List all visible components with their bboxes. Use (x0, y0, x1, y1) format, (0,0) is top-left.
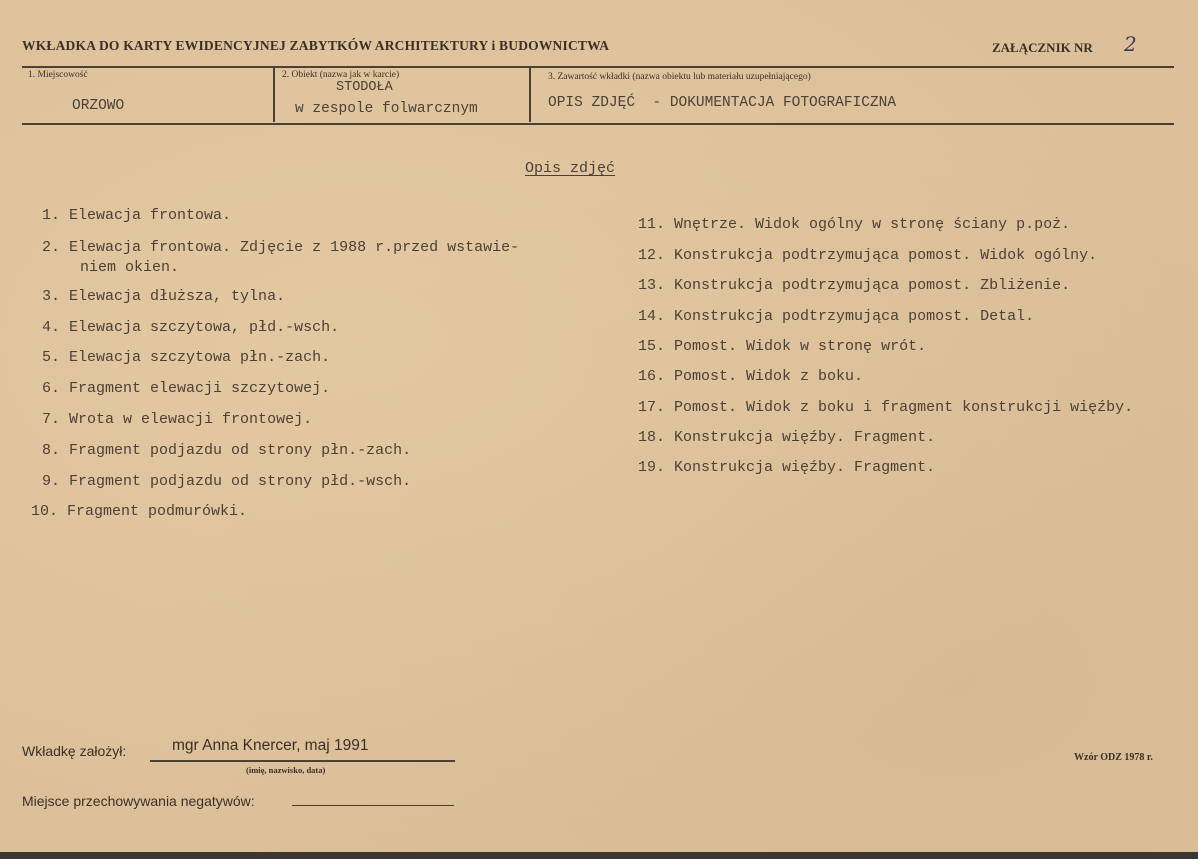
item-number: 10. (31, 503, 59, 520)
header-bottom-rule (22, 123, 1174, 125)
item-number: 2. (42, 239, 61, 256)
item-text: Konstrukcja więźby. Fragment. (674, 459, 936, 476)
field-divider-1 (273, 67, 275, 122)
list-item-continuation: niem okien. (80, 259, 180, 276)
section-heading: Opis zdjęć (525, 160, 616, 177)
item-number: 14. (638, 308, 666, 325)
list-item (638, 215, 1070, 235)
item-text: Elewacja frontowa. Zdjęcie z 1988 r.przed wstawie- (69, 239, 520, 256)
list-item (42, 441, 411, 461)
item-text: Fragment podjazdu od strony płd.-wsch. (69, 473, 412, 490)
list-item (42, 379, 330, 399)
item-number: 16. (638, 368, 666, 385)
item-number: 3. (42, 288, 61, 305)
item-text: Konstrukcja podtrzymująca pomost. Zbliżenie. (674, 277, 1071, 294)
item-number: 1. (42, 207, 61, 224)
list-item (638, 337, 926, 357)
list-item (638, 307, 1034, 327)
author-label: Wkładkę założył: (22, 743, 127, 759)
field-divider-2 (529, 67, 531, 122)
annex-label: ZAŁĄCZNIK NR (992, 40, 1093, 55)
item-text: Konstrukcja podtrzymująca pomost. Widok ogólny. (674, 247, 1098, 264)
item-text: Elewacja dłuższa, tylna. (69, 288, 286, 305)
item-text: Wrota w elewacji frontowej. (69, 411, 313, 428)
item-text: Elewacja szczytowa płn.-zach. (69, 349, 331, 366)
locality-value: ORZOWO (72, 98, 125, 114)
negatives-underline (292, 805, 454, 806)
card-title: WKŁADKA DO KARTY EWIDENCYJNEJ ZABYTKÓW ARCHITEKTURY i BUDOWNICTWA (22, 38, 610, 53)
object-value-line1: STODOŁA (336, 80, 393, 95)
object-label: 2. Obiekt (nazwa jak w karcie) (282, 70, 400, 80)
negatives-label: Miejsce przechowywania negatywów: (22, 793, 255, 809)
item-number: 9. (42, 473, 61, 490)
list-item (638, 458, 935, 478)
item-text: Fragment elewacji szczytowej. (69, 380, 331, 397)
annex-number: 2 (1124, 32, 1137, 56)
item-number: 4. (42, 319, 61, 336)
object-value-line2: w zespole folwarcznym (295, 101, 478, 117)
item-text: Pomost. Widok w stronę wrót. (674, 338, 927, 355)
list-item (638, 367, 863, 387)
author-value: mgr Anna Knercer, maj 1991 (172, 737, 369, 754)
list-item (42, 287, 285, 307)
item-text: Konstrukcja podtrzymująca pomost. Detal. (674, 308, 1035, 325)
list-item (42, 472, 411, 492)
item-number: 13. (638, 277, 666, 294)
list-item (42, 238, 519, 258)
item-text: Pomost. Widok z boku i fragment konstrukcji więźby. (674, 399, 1134, 416)
item-number: 19. (638, 459, 666, 476)
content-label: 3. Zawartość wkładki (nazwa obiektu lub materiału uzupełniającego) (548, 72, 811, 82)
list-item (638, 428, 935, 448)
item-number: 17. (638, 399, 666, 416)
list-item (31, 502, 247, 522)
item-text: Konstrukcja więźby. Fragment. (674, 429, 936, 446)
item-number: 18. (638, 429, 666, 446)
item-number: 11. (638, 216, 666, 233)
list-item (638, 246, 1097, 266)
list-item (42, 410, 312, 430)
scan-edge (0, 852, 1198, 859)
list-item (638, 276, 1070, 296)
item-text: Pomost. Widok z boku. (674, 368, 864, 385)
form-version: Wzór ODZ 1978 r. (1074, 752, 1153, 763)
item-text: Fragment podmurówki. (67, 503, 248, 520)
item-number: 15. (638, 338, 666, 355)
item-number: 5. (42, 349, 61, 366)
item-text: Elewacja szczytowa, płd.-wsch. (69, 319, 340, 336)
item-number: 7. (42, 411, 61, 428)
item-text: Wnętrze. Widok ogólny w stronę ściany p.poż. (674, 216, 1071, 233)
locality-label: 1. Miejscowość (28, 70, 88, 80)
header-top-rule (22, 66, 1174, 68)
list-item (42, 348, 330, 368)
list-item (42, 206, 231, 226)
author-caption: (imię, nazwisko, data) (246, 765, 326, 775)
list-item (638, 398, 1133, 418)
content-value: OPIS ZDJĘĆ - DOKUMENTACJA FOTOGRAFICZNA (548, 95, 897, 111)
item-number: 8. (42, 442, 61, 459)
list-item (42, 318, 339, 338)
item-number: 12. (638, 247, 666, 264)
item-text: Fragment podjazdu od strony płn.-zach. (69, 442, 412, 459)
author-underline (150, 760, 455, 762)
item-text: Elewacja frontowa. (69, 207, 232, 224)
item-number: 6. (42, 380, 61, 397)
